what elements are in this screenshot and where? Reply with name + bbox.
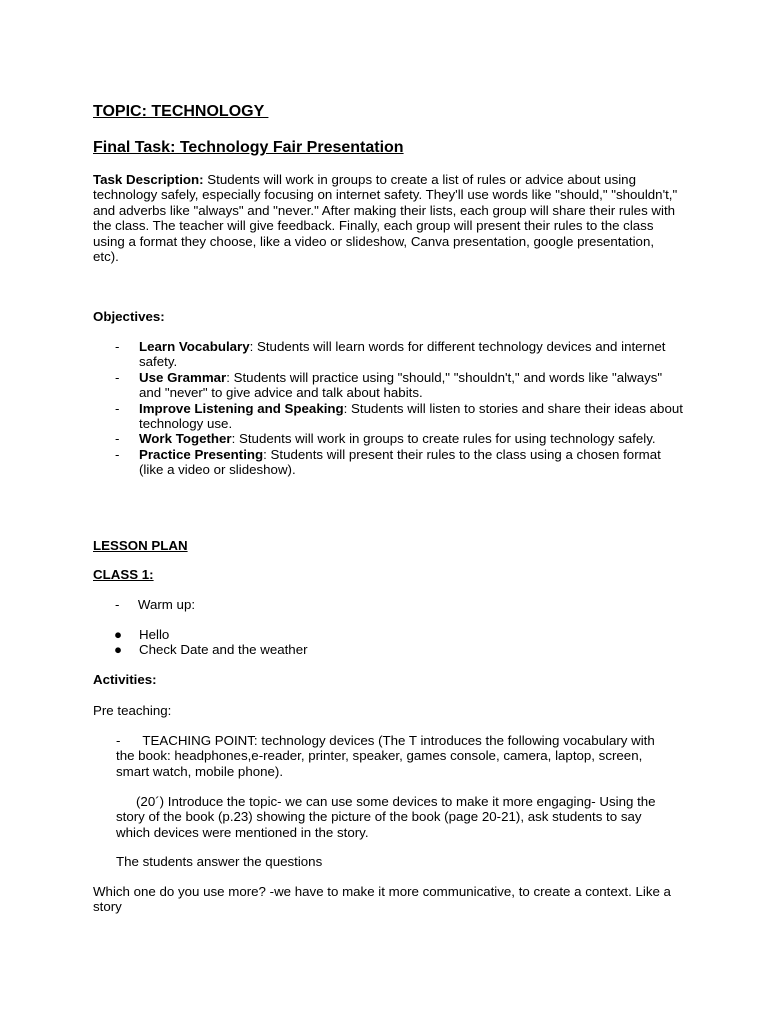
objectives-list [93,339,683,478]
list-dash: - [115,339,120,354]
warm-up-list [93,627,308,658]
objectives-heading: Objectives: [93,309,165,324]
objective-item [93,339,683,370]
objective-text: : Students will present their rules to the class using a chosen format (like a video or slideshow). [139,446,661,478]
objective-title: Work Together [139,431,232,447]
objective-text: : Students will work in groups to create rules for using technology safely. [231,431,656,447]
objective-title: Improve Listening and Speaking [139,400,344,416]
bullet-icon: ● [114,627,123,642]
class-1-heading: CLASS 1: [93,567,154,582]
list-item-text: Check Date and the weather [139,642,308,658]
objective-title: Practice Presenting [139,446,264,462]
bullet-icon: ● [114,642,123,658]
objective-text: : Students will listen to stories and share their ideas about technology use. [139,400,683,432]
list-item-text: Hello [139,627,170,642]
objective-title: Learn Vocabulary [139,339,250,354]
list-dash: - [115,446,120,462]
objective-item [93,370,683,401]
list-dash: - [115,369,120,385]
students-answer-line: The students answer the questions [116,854,323,869]
which-one-paragraph: Which one do you use more? -we have to make it more communicative, to create a context. Like a story [93,884,671,915]
task-description-label: Task Description: [93,172,204,187]
list-item [93,627,308,642]
final-task-heading: Final Task: Technology Fair Presentation [93,139,404,156]
list-item [93,642,308,657]
objective-item [93,447,683,478]
list-dash: - [115,400,120,416]
introduce-topic-paragraph: (20´) Introduce the topic- we can use some devices to make it more engaging- Using the story of the book (p.23) showing the picture of the book (page 20-21), ask students to say which devices were mentioned in the story. [116,794,656,840]
warm-up-line: - Warm up: [115,597,196,612]
list-dash: - [115,431,120,447]
activities-heading: Activities: [93,672,157,687]
topic-heading: TOPIC: TECHNOLOGY [93,103,269,120]
task-description [93,172,683,264]
objective-item [93,401,683,432]
pre-teaching-label: Pre teaching: [93,703,172,718]
objective-title: Use Grammar [139,369,227,385]
teaching-point-paragraph: - TEACHING POINT: technology devices (The T introduces the following vocabulary with the book: headphones,e-reader, printer, speaker, games console, camera, laptop, screen, smart watch, mobile phone). [116,733,659,779]
task-description-text: Students will work in groups to create a list of rules or advice about using technology safely, especially focusing on internet safety. They'll use words like "should," "shouldn't," and adverbs like "always" and "never." After making their lists, each group will share their rules with the class. The teacher will give feedback. Finally, each group will present their rules to the class using a format they choose, like a video or slideshow, Canva presentation, google presentation, etc). [93,172,678,265]
objective-text: : Students will practice using "should," "shouldn't," and words like "always" and "never" to give advice and talk about habits. [139,369,663,401]
lesson-plan-heading: LESSON PLAN [93,538,188,553]
objective-text: : Students will learn words for different technology devices and internet safety. [139,339,666,370]
objective-item [93,431,683,446]
